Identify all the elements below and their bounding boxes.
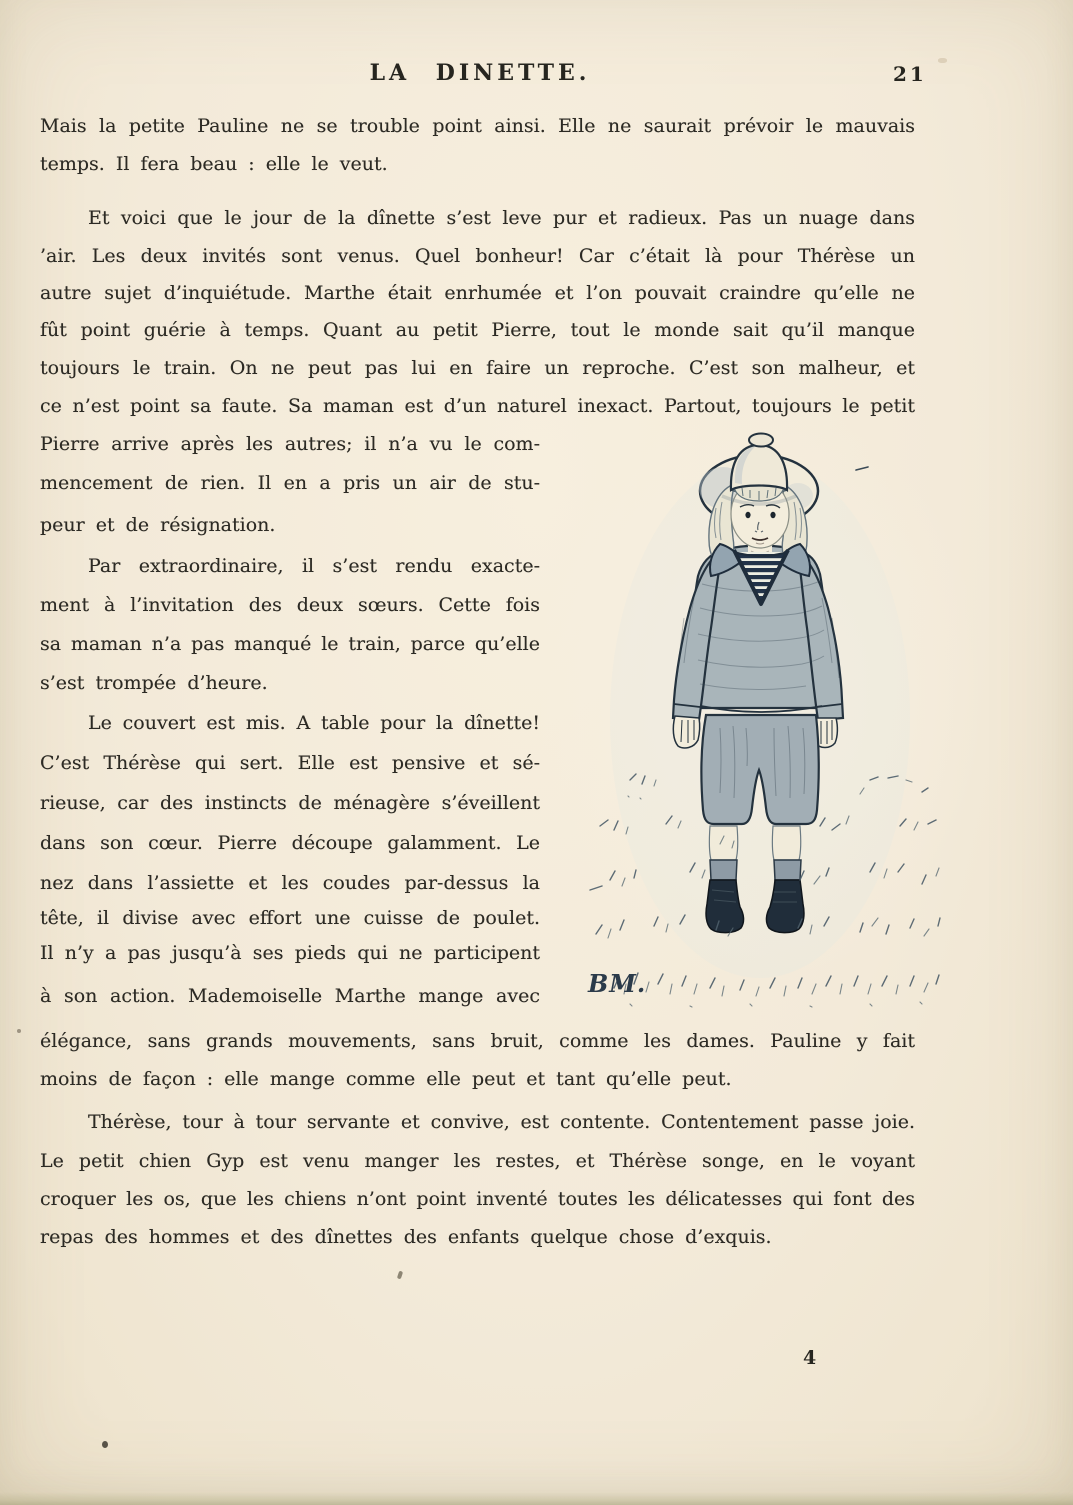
text-line: sa maman n’a pas manqué le train, parce qu’elle — [40, 633, 540, 655]
gathering-mark: 4 — [803, 1347, 817, 1369]
ink-speck — [17, 1029, 21, 1033]
text-line: repas des hommes et des dînettes des enfants quelque chose d’exquis. — [40, 1226, 772, 1248]
running-head-title: LA DINETTE. — [369, 60, 591, 86]
child-illustration — [570, 428, 950, 1010]
page-bottom-edge — [0, 1492, 1073, 1505]
text-line: Thérèse, tour à tour servante et convive, est contente. Contentement passe joie. — [88, 1111, 915, 1133]
text-line: peur et de résignation. — [40, 514, 276, 536]
ink-speck — [102, 1441, 108, 1448]
text-line: Il n’y a pas jusqu’à ses pieds qui ne participent — [40, 942, 540, 964]
pen-dash — [856, 467, 868, 470]
text-line: temps. Il fera beau : elle le veut. — [40, 153, 388, 175]
text-line: moins de façon : elle mange comme elle peut et tant qu’elle peut. — [40, 1068, 732, 1090]
text-line: Mais la petite Pauline ne se trouble point ainsi. Elle ne saurait prévoir le mauvais — [40, 115, 915, 137]
text-line: élégance, sans grands mouvements, sans bruit, comme les dames. Pauline y fait — [40, 1030, 915, 1052]
text-line: à son action. Mademoiselle Marthe mange avec — [40, 985, 540, 1007]
page-number: 21 — [893, 62, 927, 86]
text-line: Et voici que le jour de la dînette s’est leve pur et radieux. Pas un nuage dans — [88, 207, 915, 229]
text-line: Pierre arrive après les autres; il n’a vu le com- — [40, 433, 540, 455]
text-line: autre sujet d’inquiétude. Marthe était enrhumée et l’on pouvait craindre qu’elle ne — [40, 282, 915, 304]
artist-monogram: BM. — [588, 969, 647, 998]
paper-smudge — [938, 58, 947, 63]
text-line: fût point guérie à temps. Quant au petit Pierre, tout le monde sait qu’il manque — [40, 319, 915, 341]
text-line: tête, il divise avec effort une cuisse de poulet. — [40, 907, 540, 929]
ink-speck — [397, 1271, 403, 1280]
text-line: nez dans l’assiette et les coudes par-dessus la — [40, 872, 540, 894]
text-line: mencement de rien. Il en a pris un air de stu- — [40, 472, 540, 494]
text-line: Par extraordinaire, il s’est rendu exacte- — [88, 555, 540, 577]
text-line: ’air. Les deux invités sont venus. Quel bonheur! Car c’était là pour Thérèse un — [40, 245, 915, 267]
text-line: C’est Thérèse qui sert. Elle est pensive et sé- — [40, 752, 540, 774]
text-line: rieuse, car des instincts de ménagère s’éveillent — [40, 792, 540, 814]
hat-knob — [749, 434, 773, 447]
text-line: Le petit chien Gyp est venu manger les restes, et Thérèse songe, en le voyant — [40, 1150, 915, 1172]
text-line: ce n’est point sa faute. Sa maman est d’un naturel inexact. Partout, toujours le petit — [40, 395, 915, 417]
text-line: croquer les os, que les chiens n’ont point inventé toutes les délicatesses qui font des — [40, 1188, 915, 1210]
text-line: toujours le train. On ne peut pas lui en faire un reproche. C’est son malheur, et — [40, 357, 915, 379]
text-line: Le couvert est mis. A table pour la dînette! — [88, 712, 540, 734]
text-line: dans son cœur. Pierre découpe galamment. Le — [40, 832, 540, 854]
text-line: s’est trompée d’heure. — [40, 672, 268, 694]
text-line: ment à l’invitation des deux sœurs. Cette fois — [40, 594, 540, 616]
